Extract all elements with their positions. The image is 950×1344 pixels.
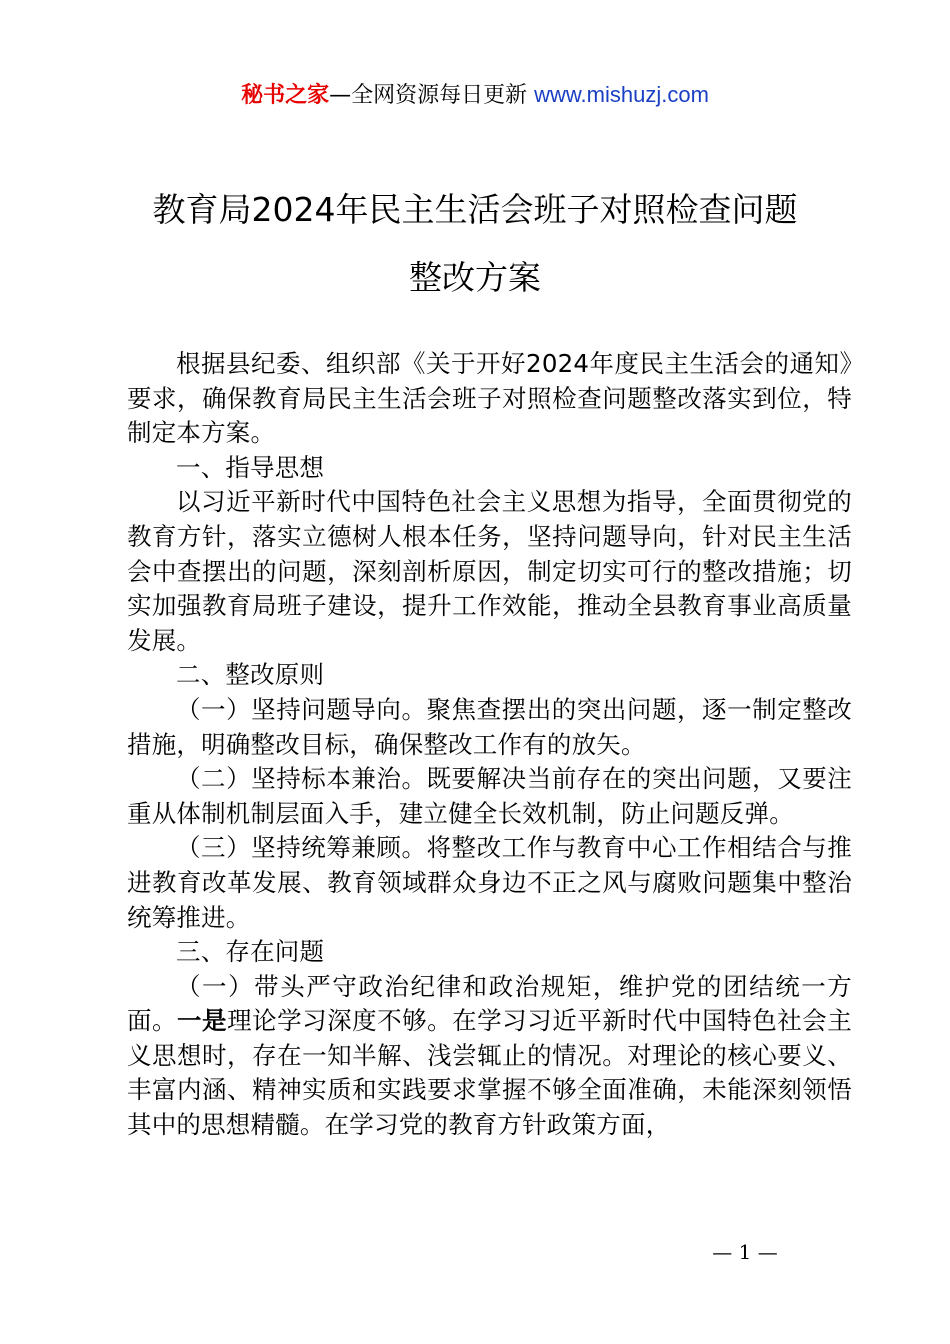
site-url[interactable]: www.mishuzj.com <box>534 82 709 107</box>
section-heading-problems: 三、存在问题 <box>176 937 325 967</box>
brand-name: 秘书之家 <box>241 83 330 108</box>
document-body <box>127 347 852 1143</box>
section-heading-principles: 二、整改原则 <box>176 660 325 690</box>
problems-point-marker: 一是 <box>177 1006 228 1036</box>
section-heading-guiding-ideology: 一、指导思想 <box>176 452 325 482</box>
principle-paragraph-2: （二）坚持标本兼治。既要解决当前存在的突出问题，又要注重从体制机制层面入手，建立健全长效机制，防止问题反弹。 <box>127 764 852 828</box>
problems-point-text: 理论学习深度不够。在学习习近平新时代中国特色社会主义思想时，存在一知半解、浅尝辄止的情况。对理论的核心要义、丰富内涵、精神实质和实践要求掌握不够全面准确，未能深刻领悟其中的思想精髓。在学习党的教育方针政策方面， <box>127 1006 853 1140</box>
banner-tagline: —全网资源每日更新 <box>329 83 535 108</box>
principle-paragraph-3: （三）坚持统筹兼顾。将整改工作与教育中心工作相结合与推进教育改革发展、教育领域群众身边不正之风与腐败问题集中整治统筹推进。 <box>127 833 852 932</box>
document-title-line1: 教育局2024年民主生活会班子对照检查问题 <box>152 190 798 229</box>
problems-lead: （一）带头严守政治纪律和政治规矩，维护党的团结统一方面。 <box>127 971 852 1036</box>
page-number: — 1 — <box>712 1240 778 1264</box>
guiding-ideology-paragraph: 以习近平新时代中国特色社会主义思想为指导，全面贯彻党的教育方针，落实立德树人根本任务，坚持问题导向，针对民主生活会中查摆出的问题，深刻剖析原因，制定切实可行的整改措施；切实加强教育局班子建设，提升工作效能，推动全县教育事业高质量发展。 <box>127 487 852 655</box>
problems-paragraph-1 <box>127 970 852 1143</box>
site-banner <box>0 80 950 111</box>
document-title-line2: 整改方案 <box>409 258 541 297</box>
principle-paragraph-1: （一）坚持问题导向。聚焦查摆出的突出问题，逐一制定整改措施，明确整改目标，确保整改工作有的放矢。 <box>127 694 852 759</box>
intro-paragraph: 根据县纪委、组织部《关于开好2024年度民主生活会的通知》要求，确保教育局民主生活会班子对照检查问题整改落实到位，特制定本方案。 <box>127 349 852 448</box>
